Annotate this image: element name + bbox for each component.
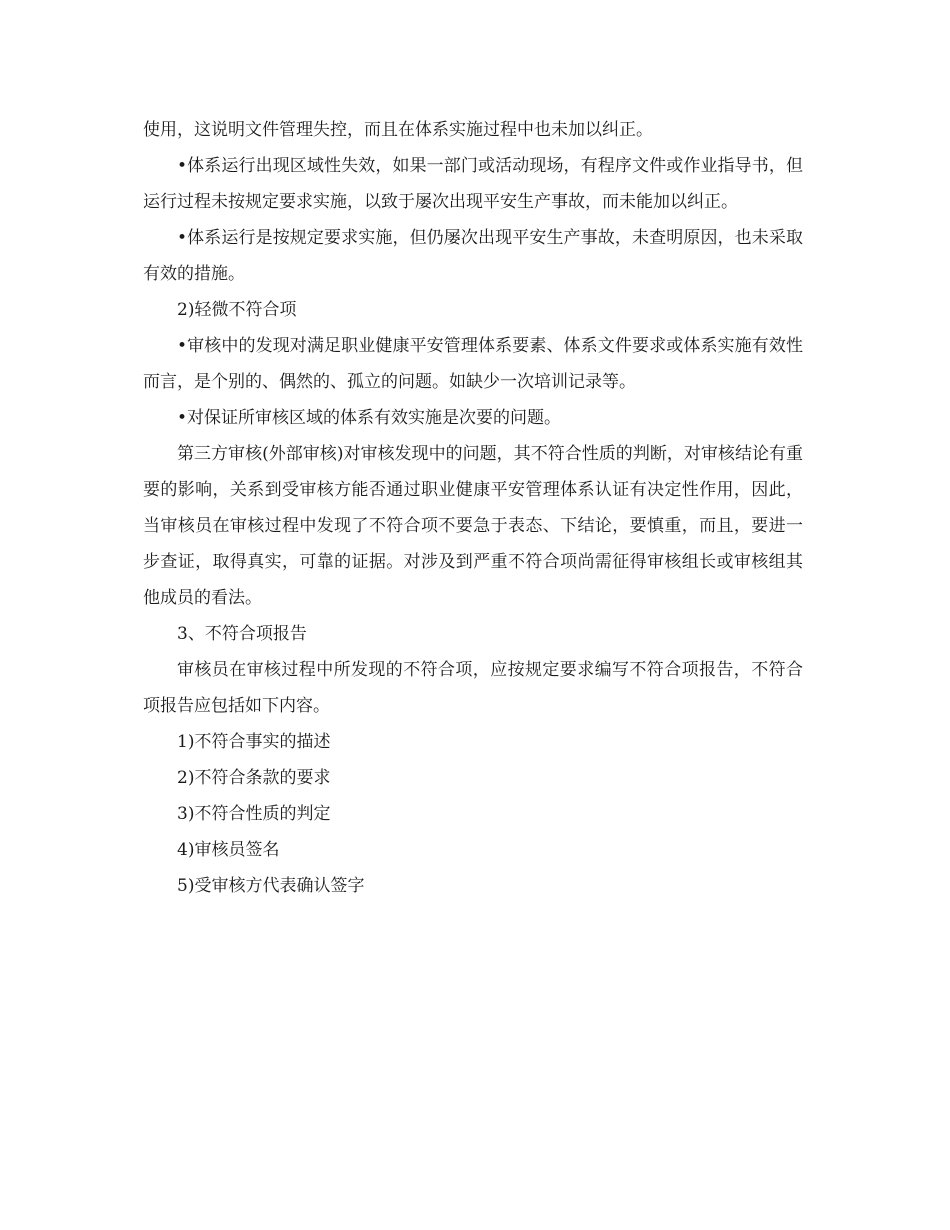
bullet-isolated-issue: •审核中的发现对满足职业健康平安管理体系要素、体系文件要求或体系实施有效性而言，是个别的、偶然的、孤立的问题。如缺少一次培训记录等。 [143,336,803,392]
document-body [143,112,803,904]
list-item-auditee-signature: 5)受审核方代表确认签字 [177,876,365,896]
paragraph-third-party-audit: 第三方审核(外部审核)对审核发现中的问题，其不符合性质的判断，对审核结论有重要的影响，关系到受审核方能否通过职业健康平安管理体系认证有决定性作用，因此，当审核员在审核过程中发现了不符合项不要急于表态、下结论，要慎重，而且，要进一步查证，取得真实，可靠的证据。对涉及到严重不符合项尚需征得审核组长或审核组其他成员的看法。 [143,444,803,608]
paragraph-continuation: 使用，这说明文件管理失控，而且在体系实施过程中也未加以纠正。 [143,120,653,140]
heading-minor-nonconformity: 2)轻微不符合项 [177,300,297,320]
list-item-auditor-signature: 4)审核员签名 [177,840,280,860]
list-item-nature-judgment: 3)不符合性质的判定 [177,804,331,824]
bullet-repeated-accidents: •体系运行是按规定要求实施，但仍屡次出现平安生产事故，未查明原因，也未采取有效的措施。 [143,228,803,284]
bullet-secondary-issue: •对保证所审核区域的体系有效实施是次要的问题。 [177,408,562,428]
bullet-regional-failure: •体系运行出现区域性失效，如果一部门或活动现场，有程序文件或作业指导书，但运行过程未按规定要求实施，以致于屡次出现平安生产事故，而未能加以纠正。 [143,156,803,212]
heading-nonconformity-report: 3、不符合项报告 [177,624,307,644]
list-item-clause-requirement: 2)不符合条款的要求 [177,768,331,788]
paragraph-report-content: 审核员在审核过程中所发现的不符合项，应按规定要求编写不符合项报告，不符合项报告应包括如下内容。 [143,660,803,716]
list-item-fact-description: 1)不符合事实的描述 [177,732,331,752]
